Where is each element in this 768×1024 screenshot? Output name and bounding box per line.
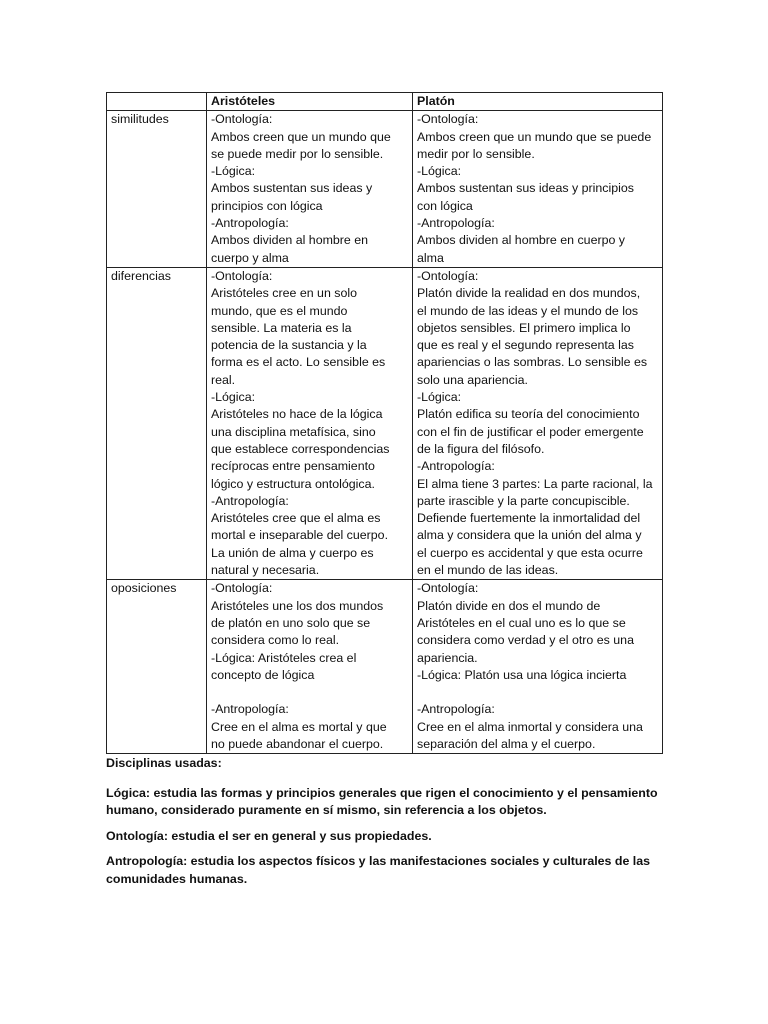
cell-line: medir por lo sensible. <box>417 146 535 161</box>
cell-line: Ambos dividen al hombre en <box>211 233 369 248</box>
cell-line: -Antropología: <box>211 702 289 717</box>
cell-line: mortal e inseparable del cuerpo. <box>211 528 389 543</box>
cell-line: -Lógica: <box>211 390 256 405</box>
cell-line: -Antropología: <box>417 216 495 231</box>
cell-line: una disciplina metafísica, sino <box>211 424 376 439</box>
cell-line: forma es el acto. Lo sensible es <box>211 355 386 370</box>
cell-line: concepto de lógica <box>211 667 315 682</box>
cell-line: -Ontología: <box>417 112 479 127</box>
cell-line: solo una apariencia. <box>417 372 528 387</box>
aristoteles-cell <box>207 580 413 754</box>
cell-line: cuerpo y alma <box>211 250 289 265</box>
cell-line: Platón edifica su teoría del conocimiento <box>417 407 640 422</box>
cell-line: el cuerpo es accidental y que esta ocurre <box>417 545 643 560</box>
cell-line: alma y considera que la unión del alma y <box>417 528 642 543</box>
cell-line: de la figura del filósofo. <box>417 441 545 456</box>
cell-line: en el mundo de las ideas. <box>417 563 559 578</box>
cell-line: Ambos sustentan sus ideas y principios <box>417 181 634 196</box>
header-aristoteles: Aristóteles <box>207 93 413 111</box>
cell-line: recíprocas entre pensamiento <box>211 459 375 474</box>
cell-line: Ambos dividen al hombre en cuerpo y <box>417 233 626 248</box>
note-ontologia: Ontología: estudia el ser en general y sus propiedades. <box>106 828 432 843</box>
cell-line: Aristóteles une los dos mundos <box>211 598 384 613</box>
cell-line: -Ontología: <box>211 268 273 283</box>
cell-line: con el fin de justificar el poder emergente <box>417 424 644 439</box>
row-label-cell: similitudes <box>107 111 207 268</box>
cell-line: natural y necesaria. <box>211 563 320 578</box>
cell-line: real. <box>211 372 236 387</box>
cell-line: separación del alma y el cuerpo. <box>417 736 596 751</box>
table-row <box>107 111 663 268</box>
note-antropologia: Antropología: estudia los aspectos físicos y las manifestaciones sociales y culturales de las comunidades humanas. <box>106 854 651 886</box>
cell-line: objetos sensibles. El primero implica lo <box>417 320 631 335</box>
cell-line: parte irascible y la parte concupiscible. <box>417 493 630 508</box>
cell-line: -Ontología: <box>211 581 273 596</box>
platon-cell <box>413 267 663 579</box>
table-body <box>107 111 663 754</box>
cell-line: el mundo de las ideas y el mundo de los <box>417 303 639 318</box>
cell-line: -Lógica: Aristóteles crea el <box>211 650 357 665</box>
cell-line: -Lógica: Platón usa una lógica incierta <box>417 667 627 682</box>
cell-line: La unión de alma y cuerpo es <box>211 545 374 560</box>
header-empty-cell <box>107 93 207 111</box>
cell-line: Platón divide en dos el mundo de <box>417 598 601 613</box>
cell-line <box>417 684 659 701</box>
cell-line: que establece correspondencias <box>211 441 390 456</box>
cell-line: -Antropología: <box>417 702 495 717</box>
cell-line: -Ontología: <box>417 581 479 596</box>
cell-line: principios con lógica <box>211 198 323 213</box>
cell-line: Aristóteles en el cual uno es lo que se <box>417 615 626 630</box>
cell-line: se puede medir por lo sensible. <box>211 146 384 161</box>
cell-line: considera como lo real. <box>211 633 340 648</box>
notes-heading: Disciplinas usadas: <box>106 756 222 771</box>
platon-cell <box>413 111 663 268</box>
table-row <box>107 267 663 579</box>
note-logica: Lógica: estudia las formas y principios generales que rigen el conocimiento y el pensamiento humano, considerado puramente en sí mismo, sin referencia a los objetos. <box>106 785 658 818</box>
cell-line: -Lógica: <box>417 164 462 179</box>
cell-line: Cree en el alma inmortal y considera una <box>417 719 643 734</box>
comparison-table <box>106 92 663 754</box>
table-header-row <box>107 93 663 111</box>
cell-line: -Ontología: <box>417 268 479 283</box>
cell-line: -Ontología: <box>211 112 273 127</box>
cell-line: -Antropología: <box>211 216 289 231</box>
cell-line: Defiende fuertemente la inmortalidad del <box>417 511 641 526</box>
cell-line: considera como verdad y el otro es una <box>417 633 634 648</box>
cell-line: de platón en uno solo que se <box>211 615 371 630</box>
cell-line: Ambos creen que un mundo que <box>211 129 391 144</box>
cell-line: con lógica <box>417 198 473 213</box>
cell-line: Aristóteles no hace de la lógica <box>211 407 383 422</box>
document-page <box>106 92 662 896</box>
cell-line: potencia de la sustancia y la <box>211 338 367 353</box>
cell-line: apariencia. <box>417 650 478 665</box>
cell-line: Platón divide la realidad en dos mundos, <box>417 286 641 301</box>
cell-line: -Lógica: <box>211 164 256 179</box>
aristoteles-cell <box>207 111 413 268</box>
cell-line: lógico y estructura ontológica. <box>211 476 375 491</box>
cell-line: -Antropología: <box>211 493 289 508</box>
cell-line: mundo, que es el mundo <box>211 303 348 318</box>
cell-line: Cree en el alma es mortal y que <box>211 719 387 734</box>
cell-line: Aristóteles cree en un solo <box>211 286 358 301</box>
cell-line: Aristóteles cree que el alma es <box>211 511 381 526</box>
cell-line: -Antropología: <box>417 459 495 474</box>
platon-cell <box>413 580 663 754</box>
cell-line: Ambos creen que un mundo que se puede <box>417 129 652 144</box>
cell-line: no puede abandonar el cuerpo. <box>211 736 384 751</box>
disciplines-notes <box>106 755 662 888</box>
cell-line: que es real y el segundo representa las <box>417 338 634 353</box>
cell-line <box>211 684 409 701</box>
header-platon: Platón <box>413 93 663 111</box>
row-label-cell: oposiciones <box>107 580 207 754</box>
cell-line: sensible. La materia es la <box>211 320 352 335</box>
cell-line: apariencias o las sombras. Lo sensible es <box>417 355 648 370</box>
cell-line: alma <box>417 250 444 265</box>
cell-line: -Lógica: <box>417 390 462 405</box>
aristoteles-cell <box>207 267 413 579</box>
cell-line: El alma tiene 3 partes: La parte racional, la <box>417 476 653 491</box>
table-row <box>107 580 663 754</box>
row-label-cell: diferencias <box>107 267 207 579</box>
cell-line: Ambos sustentan sus ideas y <box>211 181 373 196</box>
